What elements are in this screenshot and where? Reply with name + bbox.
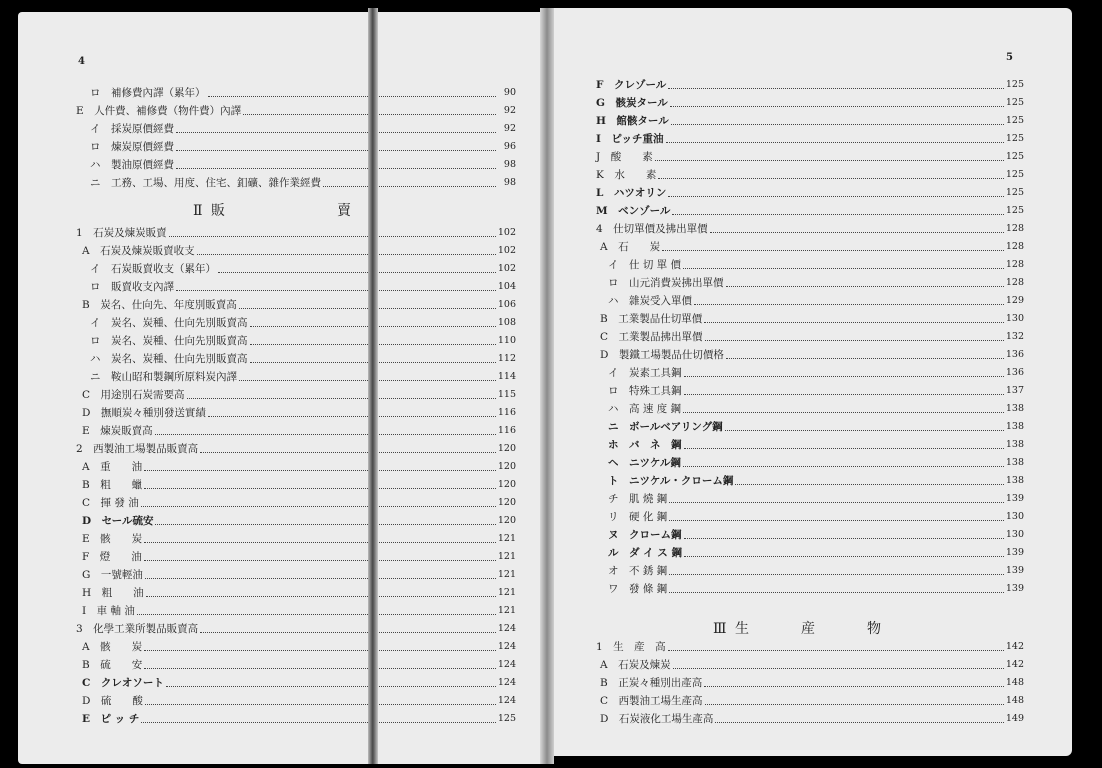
toc-entry-page: 124: [497, 676, 516, 688]
dot-leader: [144, 487, 496, 489]
book-gutter-shadow: [540, 8, 554, 764]
toc-entry: [90, 350, 516, 366]
toc-entry-page: 128: [1005, 276, 1024, 288]
dot-leader: [655, 159, 1004, 161]
dot-leader: [141, 505, 496, 507]
toc-entry-label: ハ 製油原價經費: [90, 158, 174, 171]
toc-entry-label: B 工業製品仕切單價: [600, 312, 703, 325]
dot-leader: [683, 267, 1004, 269]
dot-leader: [208, 415, 496, 417]
toc-entry-label: ロ 販賣收支內譯: [90, 280, 174, 293]
toc-entry-page: 125: [1005, 114, 1024, 126]
dot-leader: [144, 559, 496, 561]
dot-leader: [176, 131, 496, 133]
toc-entry-label: B 炭名、仕向先、年度別販賣高: [82, 298, 237, 311]
toc-entry-label: K 水 素: [596, 168, 657, 181]
toc-entry-page: 148: [1005, 694, 1024, 706]
toc-entry-page: 125: [1005, 132, 1024, 144]
toc-entry-page: 96: [503, 140, 516, 152]
toc-entry-label: ト ニツケル・クローム鋼: [608, 474, 734, 487]
dot-leader: [710, 231, 1004, 233]
dot-leader: [726, 357, 1004, 359]
dot-leader: [684, 375, 1004, 377]
toc-entry-label: 4 仕切單價及拂出單價: [596, 222, 708, 235]
toc-entry-label: G 一號輕油: [82, 568, 143, 581]
dot-leader: [671, 123, 1004, 125]
book-spine-shadow: [368, 8, 378, 764]
dot-leader: [684, 447, 1004, 449]
toc-entry-page: 130: [1005, 312, 1024, 324]
dot-leader: [169, 235, 496, 237]
dot-leader: [669, 591, 1004, 593]
toc-entry: [76, 102, 516, 118]
toc-entry: [600, 238, 1024, 254]
toc-entry: [90, 332, 516, 348]
right-section-heading: [713, 618, 883, 638]
toc-entry-label: J 酸 素: [596, 150, 653, 163]
toc-entry: [608, 526, 1024, 542]
toc-entry: [608, 292, 1024, 308]
dot-leader: [704, 685, 1004, 687]
toc-entry: [600, 328, 1024, 344]
section-heading-part: Ⅲ 生: [713, 621, 751, 637]
toc-entry-page: 125: [1005, 78, 1024, 90]
toc-entry: [82, 710, 516, 726]
toc-entry-page: 92: [503, 122, 516, 134]
toc-entry: [82, 548, 516, 564]
toc-entry: [608, 256, 1024, 272]
toc-entry-label: C クレオソート: [82, 676, 164, 689]
toc-entry-page: 102: [497, 244, 516, 256]
toc-entry-page: 124: [497, 622, 516, 634]
dot-leader: [668, 87, 1004, 89]
dot-leader: [176, 289, 496, 291]
toc-entry-label: イ 石炭販賣收支（累年）: [90, 262, 216, 275]
toc-entry-page: 92: [503, 104, 516, 116]
toc-entry-page: 136: [1005, 366, 1024, 378]
toc-entry-label: H 粗 油: [82, 586, 144, 599]
toc-entry-page: 128: [1005, 240, 1024, 252]
toc-entry-page: 139: [1005, 492, 1024, 504]
toc-entry-page: 120: [497, 496, 516, 508]
toc-entry-label: イ 炭名、炭種、仕向先別販賣高: [90, 316, 248, 329]
toc-entry-label: A 石 炭: [600, 240, 661, 253]
toc-entry-page: 90: [503, 86, 516, 98]
dot-leader: [668, 195, 1003, 197]
toc-entry: [608, 580, 1024, 596]
toc-entry-page: 112: [497, 352, 516, 364]
toc-entry: [90, 314, 516, 330]
toc-entry-page: 121: [497, 532, 516, 544]
toc-entry-page: 125: [1005, 168, 1024, 180]
dot-leader: [187, 397, 496, 399]
dot-leader: [683, 465, 1004, 467]
dot-leader: [684, 555, 1004, 557]
toc-entry: [90, 260, 516, 276]
toc-entry: [608, 274, 1024, 290]
toc-entry-page: 125: [1005, 204, 1024, 216]
toc-entry: [600, 346, 1024, 362]
toc-entry-page: 130: [1005, 528, 1024, 540]
toc-entry-label: 1 石炭及煉炭販賣: [76, 226, 167, 239]
toc-entry-label: リ 硬 化 鋼: [608, 510, 668, 523]
toc-entry-page: 124: [497, 694, 516, 706]
left-page-number: 4: [78, 56, 85, 67]
toc-entry-page: 138: [1005, 402, 1024, 414]
dot-leader: [144, 667, 496, 669]
toc-entry: [90, 156, 516, 172]
toc-entry: [600, 310, 1024, 326]
toc-entry: [596, 202, 1024, 218]
dot-leader: [670, 105, 1004, 107]
dot-leader: [208, 95, 497, 97]
toc-entry-page: 102: [497, 262, 516, 274]
toc-entry: [596, 638, 1024, 654]
toc-entry-page: 139: [1005, 546, 1024, 558]
toc-entry: [608, 544, 1024, 560]
toc-entry-label: C 用途別石炭需要高: [82, 388, 185, 401]
toc-entry-label: ロ 補修費內譯（累年）: [90, 86, 206, 99]
toc-entry: [90, 174, 516, 190]
toc-entry-label: F クレゾール: [596, 78, 667, 91]
dot-leader: [704, 321, 1004, 323]
dot-leader: [146, 595, 496, 597]
toc-entry: [82, 692, 516, 708]
toc-entry: [608, 454, 1024, 470]
toc-entry-page: 137: [1005, 384, 1024, 396]
toc-entry-page: 138: [1005, 474, 1024, 486]
toc-entry-label: I ピッチ重油: [596, 132, 664, 145]
toc-entry-label: D 製鐵工場製品仕切價格: [600, 348, 724, 361]
dot-leader: [673, 667, 1004, 669]
toc-entry-label: A 石炭及煉炭: [600, 658, 671, 671]
toc-entry-label: B 粗 蠟: [82, 478, 143, 491]
dot-leader: [144, 649, 496, 651]
dot-leader: [669, 519, 1004, 521]
dot-leader: [200, 451, 496, 453]
toc-entry-page: 106: [497, 298, 516, 310]
dot-leader: [684, 537, 1004, 539]
toc-entry-label: F 燈 油: [82, 550, 142, 563]
toc-entry: [90, 368, 516, 384]
toc-entry: [82, 638, 516, 654]
dot-leader: [669, 501, 1004, 503]
toc-entry-label: ニ 工務、工場、用度、住宅、釦礦、雜作業經費: [90, 176, 321, 189]
dot-leader: [684, 393, 1004, 395]
toc-entry-label: ホ バ ネ 鋼: [608, 438, 682, 451]
toc-entry-label: 1 生 産 高: [596, 640, 666, 653]
toc-entry-label: ヘ ニツケル鋼: [608, 456, 681, 469]
toc-entry-page: 139: [1005, 564, 1024, 576]
dot-leader: [144, 469, 496, 471]
toc-entry: [82, 422, 516, 438]
toc-entry: [596, 112, 1024, 128]
dot-leader: [725, 429, 1004, 431]
section-heading-part: 物: [866, 621, 883, 637]
dot-leader: [218, 271, 496, 273]
dot-leader: [145, 703, 496, 705]
left-page: [18, 12, 554, 764]
toc-entry-page: 121: [497, 568, 516, 580]
toc-entry-label: M ベンゾール: [596, 204, 671, 217]
toc-entry-page: 125: [1005, 186, 1024, 198]
toc-entry-label: B 硫 安: [82, 658, 143, 671]
toc-entry-label: ロ 炭名、炭種、仕向先別販賣高: [90, 334, 248, 347]
toc-entry-label: ル ダ イ ス 鋼: [608, 546, 682, 559]
toc-entry: [608, 562, 1024, 578]
toc-entry-label: I 車 軸 油: [82, 604, 135, 617]
toc-entry-page: 116: [497, 406, 516, 418]
toc-entry-page: 116: [497, 424, 516, 436]
toc-entry-page: 121: [497, 550, 516, 562]
toc-entry: [608, 490, 1024, 506]
section-heading-part: 賣: [336, 203, 353, 219]
toc-entry-label: イ 採炭原價經費: [90, 122, 174, 135]
toc-entry-page: 120: [497, 442, 516, 454]
toc-entry-label: チ 肌 燒 鋼: [608, 492, 668, 505]
toc-entry: [600, 692, 1024, 708]
toc-entry-label: ニ ボールベアリング鋼: [608, 420, 723, 433]
toc-entry-label: A 骸 炭: [82, 640, 143, 653]
toc-entry-label: G 骸炭タール: [596, 96, 668, 109]
toc-entry-page: 121: [497, 604, 516, 616]
toc-entry: [82, 674, 516, 690]
toc-entry: [82, 458, 516, 474]
toc-entry-page: 125: [1005, 150, 1024, 162]
toc-entry: [596, 220, 1024, 236]
dot-leader: [176, 149, 496, 151]
toc-entry-page: 120: [497, 514, 516, 526]
toc-entry-label: A 重 油: [82, 460, 143, 473]
right-page: [548, 8, 1072, 756]
toc-entry-page: 142: [1005, 658, 1024, 670]
toc-entry: [90, 138, 516, 154]
toc-entry: [82, 512, 516, 528]
toc-entry: [608, 400, 1024, 416]
left-section-heading: [193, 200, 353, 220]
dot-leader: [715, 721, 1003, 723]
toc-entry-page: 138: [1005, 438, 1024, 450]
toc-entry: [608, 472, 1024, 488]
toc-entry-label: E 煉炭販賣高: [82, 424, 153, 437]
toc-entry: [600, 674, 1024, 690]
toc-entry-label: オ 不 銹 鋼: [608, 564, 668, 577]
dot-leader: [705, 703, 1004, 705]
toc-entry: [82, 602, 516, 618]
dot-leader: [155, 523, 495, 525]
toc-entry-page: 139: [1005, 582, 1024, 594]
toc-entry-label: E 骸 炭: [82, 532, 143, 545]
toc-entry: [76, 620, 516, 636]
dot-leader: [155, 433, 496, 435]
toc-entry-page: 104: [497, 280, 516, 292]
toc-entry-page: 120: [497, 478, 516, 490]
toc-entry-page: 128: [1005, 222, 1024, 234]
section-heading-part: 産: [800, 621, 817, 637]
toc-entry-label: ロ 煉炭原價經費: [90, 140, 174, 153]
toc-entry-page: 142: [1005, 640, 1024, 652]
dot-leader: [144, 541, 496, 543]
toc-entry: [596, 76, 1024, 92]
dot-leader: [683, 411, 1004, 413]
toc-entry-page: 138: [1005, 420, 1024, 432]
toc-entry-label: イ 仕 切 單 價: [608, 258, 682, 271]
toc-entry-page: 102: [497, 226, 516, 238]
toc-entry: [82, 296, 516, 312]
toc-entry: [608, 508, 1024, 524]
dot-leader: [735, 483, 1003, 485]
toc-entry: [596, 166, 1024, 182]
toc-entry-label: ハ 雜炭受入單價: [608, 294, 692, 307]
toc-entry-label: ワ 發 條 鋼: [608, 582, 668, 595]
toc-entry-label: C 西製油工場生產高: [600, 694, 703, 707]
toc-entry: [82, 476, 516, 492]
dot-leader: [197, 253, 496, 255]
toc-entry-label: L ハツオリン: [596, 186, 667, 199]
dot-leader: [166, 685, 496, 687]
toc-entry-label: D 硫 酸: [82, 694, 143, 707]
toc-entry-label: H 館骸タール: [596, 114, 669, 127]
dot-leader: [141, 721, 496, 723]
toc-entry-label: E ピ ッ チ: [82, 712, 140, 725]
toc-entry-label: ヌ クローム鋼: [608, 528, 682, 541]
toc-entry-label: C 揮 發 油: [82, 496, 139, 509]
dot-leader: [668, 649, 1004, 651]
toc-entry: [82, 566, 516, 582]
section-heading-part: Ⅱ 販: [193, 203, 227, 219]
toc-entry-page: 136: [1005, 348, 1024, 360]
toc-entry-page: 98: [503, 176, 516, 188]
toc-entry: [596, 94, 1024, 110]
dot-leader: [176, 167, 496, 169]
toc-entry-label: A 石炭及煉炭販賣收支: [82, 244, 195, 257]
toc-entry: [608, 418, 1024, 434]
dot-leader: [666, 141, 1004, 143]
toc-entry: [596, 130, 1024, 146]
toc-entry-label: 3 化學工業所製品販賣高: [76, 622, 199, 635]
toc-entry: [90, 84, 516, 100]
dot-leader: [705, 339, 1004, 341]
toc-entry-page: 110: [497, 334, 516, 346]
dot-leader: [672, 213, 1003, 215]
toc-entry: [90, 278, 516, 294]
toc-entry-page: 129: [1005, 294, 1024, 306]
toc-entry-label: 2 西製油工場製品販賣高: [76, 442, 199, 455]
toc-entry: [596, 184, 1024, 200]
toc-entry: [82, 404, 516, 420]
toc-entry: [82, 242, 516, 258]
toc-entry-label: ハ 炭名、炭種、仕向先別販賣高: [90, 352, 248, 365]
right-page-number: 5: [1006, 52, 1013, 63]
toc-entry: [82, 386, 516, 402]
toc-entry: [600, 656, 1024, 672]
toc-entry-page: 98: [503, 158, 516, 170]
toc-entry: [608, 364, 1024, 380]
toc-entry: [82, 584, 516, 600]
toc-entry: [90, 120, 516, 136]
toc-entry-label: B 正炭々種別出產高: [600, 676, 703, 689]
toc-entry-page: 125: [1005, 96, 1024, 108]
toc-entry-label: ハ 高 速 度 鋼: [608, 402, 682, 415]
toc-entry: [82, 530, 516, 546]
dot-leader: [658, 177, 1004, 179]
dot-leader: [726, 285, 1004, 287]
dot-leader: [662, 249, 1004, 251]
toc-entry: [600, 710, 1024, 726]
dot-leader: [694, 303, 1004, 305]
toc-entry-page: 130: [1005, 510, 1024, 522]
dot-leader: [200, 631, 496, 633]
toc-entry-page: 138: [1005, 456, 1024, 468]
toc-entry-page: 128: [1005, 258, 1024, 270]
toc-entry-label: D 撫順炭々種別發送實績: [82, 406, 206, 419]
toc-entry-page: 124: [497, 658, 516, 670]
dot-leader: [323, 185, 496, 187]
toc-entry-label: ロ 山元消費炭拂出單價: [608, 276, 724, 289]
toc-entry: [608, 436, 1024, 452]
toc-entry: [82, 656, 516, 672]
toc-entry: [82, 494, 516, 510]
toc-entry-page: 124: [497, 640, 516, 652]
toc-entry-page: 108: [497, 316, 516, 328]
toc-entry-page: 148: [1005, 676, 1024, 688]
toc-entry-page: 115: [497, 388, 516, 400]
toc-entry-page: 125: [497, 712, 516, 724]
toc-entry-label: ニ 鞍山昭和製鋼所原料炭內譯: [90, 370, 237, 383]
toc-entry-page: 121: [497, 586, 516, 598]
toc-entry: [596, 148, 1024, 164]
dot-leader: [669, 573, 1004, 575]
toc-entry-page: 114: [497, 370, 516, 382]
toc-entry-label: D 石炭液化工場生產高: [600, 712, 714, 725]
toc-entry-label: イ 炭素工具鋼: [608, 366, 682, 379]
dot-leader: [137, 613, 496, 615]
toc-entry: [608, 382, 1024, 398]
toc-entry-page: 149: [1005, 712, 1024, 724]
toc-entry-page: 132: [1005, 330, 1024, 342]
dot-leader: [145, 577, 496, 579]
toc-entry-label: ロ 特殊工具鋼: [608, 384, 682, 397]
toc-entry-page: 120: [497, 460, 516, 472]
toc-entry: [76, 224, 516, 240]
toc-entry-label: D セール硫安: [82, 514, 154, 527]
toc-entry: [76, 440, 516, 456]
toc-entry-label: E 人件費、補修費（物件費）內譯: [76, 104, 242, 117]
toc-entry-label: C 工業製品拂出單價: [600, 330, 703, 343]
